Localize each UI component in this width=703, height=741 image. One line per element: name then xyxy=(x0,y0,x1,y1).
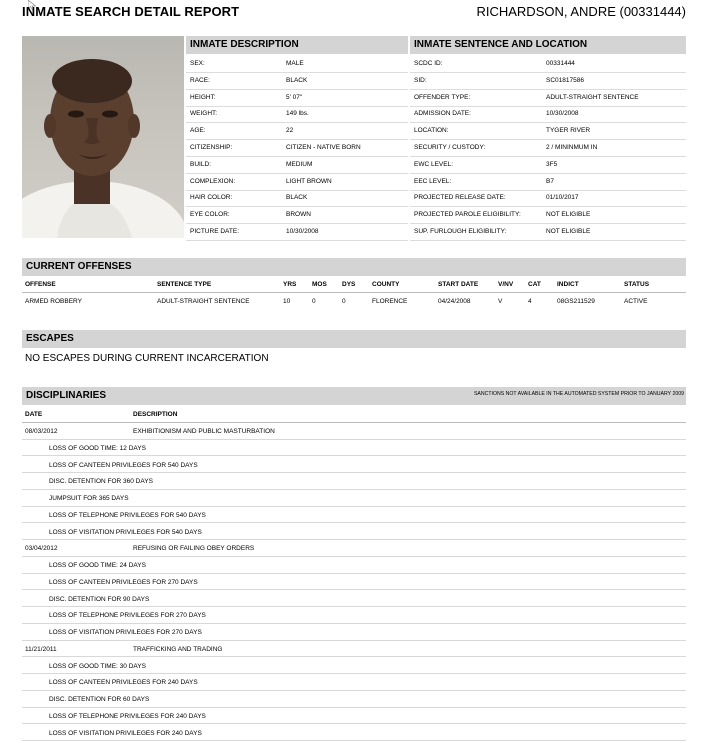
sanction-row xyxy=(22,590,686,608)
field-label: CITIZENSHIP: xyxy=(190,144,232,151)
sanction-text: LOSS OF CANTEEN PRIVILEGES FOR 270 DAYS xyxy=(49,579,198,586)
info-row xyxy=(410,122,686,140)
sanction-row xyxy=(22,573,686,591)
info-row xyxy=(410,206,686,224)
sanctions-note: SANCTIONS NOT AVAILABLE IN THE AUTOMATED SYSTEM PRIOR TO JANUARY 2009 xyxy=(474,391,684,397)
sentence-location-table xyxy=(410,55,686,242)
info-row xyxy=(186,105,408,123)
disciplinaries-header-row xyxy=(22,406,686,423)
field-label: PICTURE DATE: xyxy=(190,228,239,235)
escapes-heading: ESCAPES xyxy=(22,330,686,348)
info-row xyxy=(186,89,408,107)
sanction-text: LOSS OF CANTEEN PRIVILEGES FOR 240 DAYS xyxy=(49,679,198,686)
offenses-header-row xyxy=(22,277,686,293)
sanction-row xyxy=(22,657,686,675)
incident-row xyxy=(22,539,686,557)
info-row xyxy=(410,89,686,107)
field-value: 10/30/2008 xyxy=(286,228,319,235)
column-header: YRS xyxy=(283,281,296,288)
field-value: 00331444 xyxy=(546,60,575,67)
field-value: CITIZEN - NATIVE BORN xyxy=(286,144,361,151)
field-label: OFFENDER TYPE: xyxy=(414,94,470,101)
incident-date: 03/04/2012 xyxy=(25,545,58,552)
incident-description: REFUSING OR FAILING OBEY ORDERS xyxy=(133,545,254,552)
info-row xyxy=(410,72,686,90)
sanction-text: DISC. DETENTION FOR 90 DAYS xyxy=(49,596,149,603)
sanction-text: LOSS OF CANTEEN PRIVILEGES FOR 540 DAYS xyxy=(49,462,198,469)
info-row xyxy=(186,223,408,241)
field-label: COMPLEXION: xyxy=(190,178,235,185)
incident-description: TRAFFICKING AND TRADING xyxy=(133,646,222,653)
field-value: LIGHT BROWN xyxy=(286,178,332,185)
field-value: TYGER RIVER xyxy=(546,127,590,134)
field-label: HEIGHT: xyxy=(190,94,216,101)
column-header: START DATE xyxy=(438,281,478,288)
disciplinaries-heading: DISCIPLINARIES xyxy=(22,387,686,405)
sanction-row xyxy=(22,623,686,641)
info-row xyxy=(410,156,686,174)
offense-cell: ADULT-STRAIGHT SENTENCE xyxy=(157,298,250,305)
field-value: MALE xyxy=(286,60,304,67)
info-row xyxy=(186,173,408,191)
sanction-row xyxy=(22,707,686,725)
inmate-description-table xyxy=(186,55,408,242)
offense-cell: FLORENCE xyxy=(372,298,407,305)
sanction-text: LOSS OF TELEPHONE PRIVILEGES FOR 270 DAYS xyxy=(49,612,206,619)
sanction-row xyxy=(22,556,686,574)
field-label: BUILD: xyxy=(190,161,211,168)
sanction-text: LOSS OF VISITATION PRIVILEGES FOR 240 DAYS xyxy=(49,730,202,737)
offense-row xyxy=(22,294,686,310)
offense-cell: ACTIVE xyxy=(624,298,647,305)
info-row xyxy=(186,122,408,140)
info-row xyxy=(410,55,686,73)
field-label: SCDC ID: xyxy=(414,60,443,67)
info-row xyxy=(186,72,408,90)
sanction-row xyxy=(22,456,686,474)
column-header: MOS xyxy=(312,281,327,288)
field-label: AGE: xyxy=(190,127,206,134)
info-row xyxy=(410,189,686,207)
field-value: B7 xyxy=(546,178,554,185)
offense-cell: 4 xyxy=(528,298,532,305)
date-column-header: DATE xyxy=(25,411,42,418)
offense-cell: 10 xyxy=(283,298,290,305)
info-row xyxy=(410,223,686,241)
sanction-row xyxy=(22,439,686,457)
info-row xyxy=(186,189,408,207)
field-label: PROJECTED PAROLE ELIGIBILITY: xyxy=(414,211,521,218)
offense-cell: 08GS211529 xyxy=(557,298,595,305)
field-value: BLACK xyxy=(286,194,307,201)
info-row xyxy=(410,105,686,123)
field-value: NOT ELIGIBLE xyxy=(546,211,590,218)
sanction-text: LOSS OF GOOD TIME: 24 DAYS xyxy=(49,562,146,569)
info-row xyxy=(186,139,408,157)
escapes-text: NO ESCAPES DURING CURRENT INCARCERATION xyxy=(25,353,269,364)
column-header: DYS xyxy=(342,281,355,288)
field-value: 22 xyxy=(286,127,293,134)
field-value: MEDIUM xyxy=(286,161,312,168)
current-offenses-heading: CURRENT OFFENSES xyxy=(22,258,686,276)
sanction-row xyxy=(22,506,686,524)
field-label: ADMISSION DATE: xyxy=(414,110,471,117)
sanction-row xyxy=(22,673,686,691)
field-value: 10/30/2008 xyxy=(546,110,579,117)
column-header: INDICT xyxy=(557,281,579,288)
field-value: NOT ELIGIBLE xyxy=(546,228,590,235)
column-header: OFFENSE xyxy=(25,281,56,288)
sanction-row xyxy=(22,606,686,624)
column-header: V/NV xyxy=(498,281,513,288)
sanction-text: LOSS OF VISITATION PRIVILEGES FOR 270 DAYS xyxy=(49,629,202,636)
info-row xyxy=(410,173,686,191)
field-label: LOCATION: xyxy=(414,127,449,134)
field-label: SEX: xyxy=(190,60,205,67)
sanction-text: LOSS OF TELEPHONE PRIVILEGES FOR 240 DAYS xyxy=(49,713,206,720)
field-value: ADULT-STRAIGHT SENTENCE xyxy=(546,94,639,101)
offense-cell: 04/24/2008 xyxy=(438,298,471,305)
field-value: 2 / MININMUM IN xyxy=(546,144,597,151)
inmate-description-heading: INMATE DESCRIPTION xyxy=(186,36,408,54)
column-header: CAT xyxy=(528,281,541,288)
column-header: SENTENCE TYPE xyxy=(157,281,211,288)
field-value: SC01817586 xyxy=(546,77,584,84)
offense-cell: 0 xyxy=(342,298,346,305)
sanction-row xyxy=(22,690,686,708)
inmate-name: RICHARDSON, ANDRE (00331444) xyxy=(476,4,686,19)
incident-date: 08/03/2012 xyxy=(25,428,58,435)
field-label: SID: xyxy=(414,77,427,84)
field-value: BLACK xyxy=(286,77,307,84)
info-row xyxy=(186,206,408,224)
field-value: 149 lbs. xyxy=(286,110,309,117)
offense-cell: 0 xyxy=(312,298,316,305)
sanction-row xyxy=(22,489,686,507)
sanction-text: DISC. DETENTION FOR 60 DAYS xyxy=(49,696,149,703)
field-label: EWC LEVEL: xyxy=(414,161,453,168)
sanction-text: LOSS OF GOOD TIME: 12 DAYS xyxy=(49,445,146,452)
field-value: BROWN xyxy=(286,211,311,218)
offenses-table xyxy=(22,277,686,311)
info-row xyxy=(186,156,408,174)
field-label: PROJECTED RELEASE DATE: xyxy=(414,194,506,201)
incident-row xyxy=(22,640,686,658)
description-column-header: DESCRIPTION xyxy=(133,411,177,418)
sanction-text: LOSS OF VISITATION PRIVILEGES FOR 540 DAYS xyxy=(49,529,202,536)
sanction-row xyxy=(22,523,686,541)
field-label: WEIGHT: xyxy=(190,110,217,117)
sanction-text: LOSS OF GOOD TIME: 30 DAYS xyxy=(49,663,146,670)
column-header: STATUS xyxy=(624,281,649,288)
inmate-photo xyxy=(22,36,184,238)
sentence-location-heading: INMATE SENTENCE AND LOCATION xyxy=(410,36,686,54)
report-title: INMATE SEARCH DETAIL REPORT xyxy=(22,4,239,19)
field-value: 5' 07" xyxy=(286,94,302,101)
sanction-text: JUMPSUIT FOR 365 DAYS xyxy=(49,495,129,502)
field-value: 01/10/2017 xyxy=(546,194,579,201)
sanction-text: LOSS OF TELEPHONE PRIVILEGES FOR 540 DAYS xyxy=(49,512,206,519)
field-label: EEC LEVEL: xyxy=(414,178,451,185)
field-value: 3F5 xyxy=(546,161,557,168)
incident-date: 11/21/2011 xyxy=(25,646,57,653)
field-label: HAIR COLOR: xyxy=(190,194,232,201)
incident-row xyxy=(22,422,686,440)
field-label: RACE: xyxy=(190,77,210,84)
offense-cell: V xyxy=(498,298,502,305)
info-row xyxy=(410,139,686,157)
info-row xyxy=(186,55,408,73)
sanction-row xyxy=(22,724,686,741)
offense-cell: ARMED ROBBERY xyxy=(25,298,82,305)
field-label: SUP. FURLOUGH ELIGIBILITY: xyxy=(414,228,506,235)
field-label: SECURITY / CUSTODY: xyxy=(414,144,485,151)
sanction-row xyxy=(22,472,686,490)
column-header: COUNTY xyxy=(372,281,399,288)
incident-description: EXHIBITIONISM AND PUBLIC MASTURBATION xyxy=(133,428,275,435)
sanction-text: DISC. DETENTION FOR 360 DAYS xyxy=(49,478,153,485)
field-label: EYE COLOR: xyxy=(190,211,230,218)
